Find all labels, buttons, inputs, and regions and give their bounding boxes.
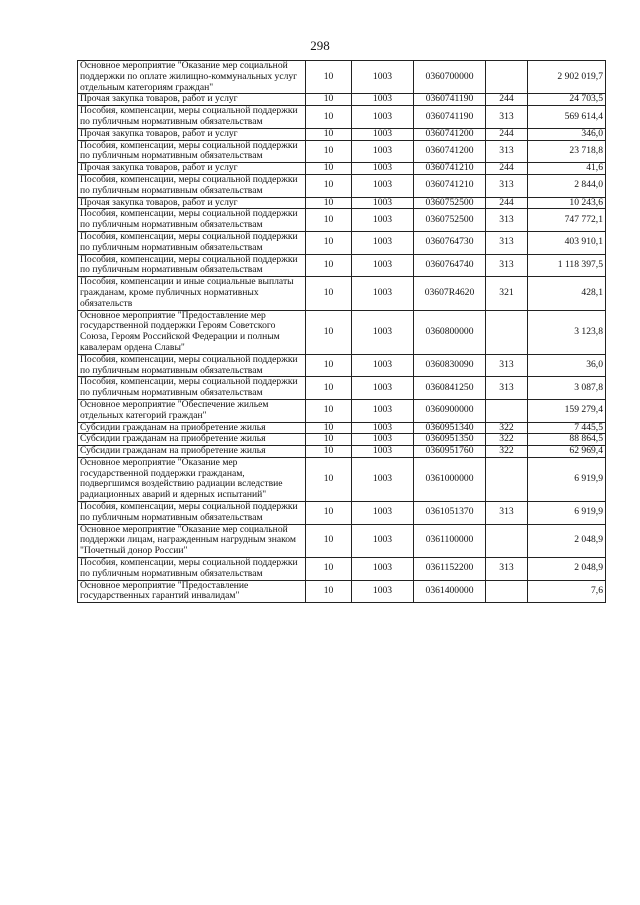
section-code-cell: 10 xyxy=(306,174,352,197)
row-name-cell: Пособия, компенсации, меры социальной поддержки по публичным нормативным обязательствам xyxy=(78,254,306,277)
budget-table-body xyxy=(78,61,606,603)
subsection-code-cell: 1003 xyxy=(352,94,414,106)
expense-type-cell xyxy=(486,457,528,501)
amount-cell: 346,0 xyxy=(528,128,606,140)
table-row xyxy=(78,558,606,581)
expense-type-cell: 322 xyxy=(486,434,528,446)
amount-cell: 428,1 xyxy=(528,277,606,310)
subsection-code-cell: 1003 xyxy=(352,254,414,277)
row-name-cell: Прочая закупка товаров, работ и услуг xyxy=(78,197,306,209)
table-row xyxy=(78,277,606,310)
table-row xyxy=(78,140,606,163)
row-name-cell: Пособия, компенсации, меры социальной поддержки по публичным нормативным обязательствам xyxy=(78,209,306,232)
amount-cell: 6 919,9 xyxy=(528,502,606,525)
table-row xyxy=(78,197,606,209)
expense-type-cell: 313 xyxy=(486,502,528,525)
row-name-cell: Пособия, компенсации, меры социальной поддержки по публичным нормативным обязательствам xyxy=(78,558,306,581)
target-article-cell: 0360900000 xyxy=(414,399,486,422)
expense-type-cell: 313 xyxy=(486,558,528,581)
subsection-code-cell: 1003 xyxy=(352,457,414,501)
amount-cell: 88 864,5 xyxy=(528,434,606,446)
expense-type-cell: 244 xyxy=(486,197,528,209)
table-row xyxy=(78,377,606,400)
target-article-cell: 0360830090 xyxy=(414,354,486,377)
target-article-cell: 0360951350 xyxy=(414,434,486,446)
row-name-cell: Пособия, компенсации, меры социальной поддержки по публичным нормативным обязательствам xyxy=(78,174,306,197)
table-row xyxy=(78,434,606,446)
row-name-cell: Прочая закупка товаров, работ и услуг xyxy=(78,128,306,140)
row-name-cell: Пособия, компенсации, меры социальной поддержки по публичным нормативным обязательствам xyxy=(78,502,306,525)
table-row xyxy=(78,106,606,129)
subsection-code-cell: 1003 xyxy=(352,399,414,422)
amount-cell: 1 118 397,5 xyxy=(528,254,606,277)
section-code-cell: 10 xyxy=(306,457,352,501)
target-article-cell: 0361000000 xyxy=(414,457,486,501)
target-article-cell: 0361400000 xyxy=(414,580,486,603)
table-row xyxy=(78,422,606,434)
expense-type-cell: 313 xyxy=(486,354,528,377)
expense-type-cell: 244 xyxy=(486,128,528,140)
subsection-code-cell: 1003 xyxy=(352,140,414,163)
expense-type-cell xyxy=(486,399,528,422)
subsection-code-cell: 1003 xyxy=(352,231,414,254)
table-row xyxy=(78,254,606,277)
subsection-code-cell: 1003 xyxy=(352,310,414,354)
amount-cell: 41,6 xyxy=(528,163,606,175)
target-article-cell: 0361152200 xyxy=(414,558,486,581)
row-name-cell: Основное мероприятие "Оказание мер государственной поддержки гражданам, подвергшимся воздействию радиации вследствие радиационных аварий и ядерных испытаний" xyxy=(78,457,306,501)
table-row xyxy=(78,354,606,377)
expense-type-cell: 313 xyxy=(486,140,528,163)
target-article-cell: 0360951760 xyxy=(414,446,486,458)
amount-cell: 6 919,9 xyxy=(528,457,606,501)
target-article-cell: 0360700000 xyxy=(414,61,486,94)
amount-cell: 24 703,5 xyxy=(528,94,606,106)
amount-cell: 7,6 xyxy=(528,580,606,603)
target-article-cell: 0360841250 xyxy=(414,377,486,400)
section-code-cell: 10 xyxy=(306,197,352,209)
target-article-cell: 0360752500 xyxy=(414,209,486,232)
row-name-cell: Субсидии гражданам на приобретение жилья xyxy=(78,446,306,458)
row-name-cell: Основное мероприятие "Оказание мер социальной поддержки по оплате жилищно-коммунальных услуг отдельным категориям граждан" xyxy=(78,61,306,94)
budget-table xyxy=(77,60,606,603)
row-name-cell: Основное мероприятие "Предоставление государственных гарантий инвалидам" xyxy=(78,580,306,603)
section-code-cell: 10 xyxy=(306,422,352,434)
target-article-cell: 0360800000 xyxy=(414,310,486,354)
table-row xyxy=(78,399,606,422)
section-code-cell: 10 xyxy=(306,524,352,557)
subsection-code-cell: 1003 xyxy=(352,377,414,400)
page-number: 298 xyxy=(310,38,330,53)
row-name-cell: Субсидии гражданам на приобретение жилья xyxy=(78,434,306,446)
section-code-cell: 10 xyxy=(306,502,352,525)
amount-cell: 159 279,4 xyxy=(528,399,606,422)
subsection-code-cell: 1003 xyxy=(352,128,414,140)
target-article-cell: 0360951340 xyxy=(414,422,486,434)
expense-type-cell: 322 xyxy=(486,422,528,434)
table-row xyxy=(78,457,606,501)
subsection-code-cell: 1003 xyxy=(352,558,414,581)
amount-cell: 36,0 xyxy=(528,354,606,377)
target-article-cell: 0360752500 xyxy=(414,197,486,209)
amount-cell: 62 969,4 xyxy=(528,446,606,458)
expense-type-cell: 313 xyxy=(486,231,528,254)
target-article-cell: 0360764730 xyxy=(414,231,486,254)
row-name-cell: Пособия, компенсации и иные социальные выплаты гражданам, кроме публичных нормативных обязательств xyxy=(78,277,306,310)
target-article-cell: 0361051370 xyxy=(414,502,486,525)
section-code-cell: 10 xyxy=(306,434,352,446)
table-row xyxy=(78,580,606,603)
table-row xyxy=(78,163,606,175)
section-code-cell: 10 xyxy=(306,399,352,422)
subsection-code-cell: 1003 xyxy=(352,106,414,129)
expense-type-cell: 244 xyxy=(486,94,528,106)
expense-type-cell xyxy=(486,524,528,557)
table-row xyxy=(78,502,606,525)
subsection-code-cell: 1003 xyxy=(352,163,414,175)
expense-type-cell xyxy=(486,580,528,603)
table-row xyxy=(78,128,606,140)
amount-cell: 2 048,9 xyxy=(528,558,606,581)
section-code-cell: 10 xyxy=(306,140,352,163)
section-code-cell: 10 xyxy=(306,446,352,458)
subsection-code-cell: 1003 xyxy=(352,277,414,310)
expense-type-cell xyxy=(486,61,528,94)
row-name-cell: Пособия, компенсации, меры социальной поддержки по публичным нормативным обязательствам xyxy=(78,354,306,377)
amount-cell: 747 772,1 xyxy=(528,209,606,232)
expense-type-cell: 313 xyxy=(486,106,528,129)
amount-cell: 3 087,8 xyxy=(528,377,606,400)
table-row xyxy=(78,446,606,458)
expense-type-cell: 321 xyxy=(486,277,528,310)
target-article-cell: 0360741190 xyxy=(414,94,486,106)
subsection-code-cell: 1003 xyxy=(352,209,414,232)
row-name-cell: Субсидии гражданам на приобретение жилья xyxy=(78,422,306,434)
target-article-cell: 03607R4620 xyxy=(414,277,486,310)
subsection-code-cell: 1003 xyxy=(352,446,414,458)
amount-cell: 7 445,5 xyxy=(528,422,606,434)
section-code-cell: 10 xyxy=(306,61,352,94)
section-code-cell: 10 xyxy=(306,128,352,140)
table-row xyxy=(78,94,606,106)
amount-cell: 3 123,8 xyxy=(528,310,606,354)
target-article-cell: 0360741190 xyxy=(414,106,486,129)
section-code-cell: 10 xyxy=(306,254,352,277)
target-article-cell: 0360741200 xyxy=(414,140,486,163)
section-code-cell: 10 xyxy=(306,377,352,400)
expense-type-cell: 322 xyxy=(486,446,528,458)
amount-cell: 2 048,9 xyxy=(528,524,606,557)
table-row xyxy=(78,231,606,254)
subsection-code-cell: 1003 xyxy=(352,61,414,94)
expense-type-cell: 313 xyxy=(486,174,528,197)
subsection-code-cell: 1003 xyxy=(352,174,414,197)
target-article-cell: 0360741200 xyxy=(414,128,486,140)
row-name-cell: Пособия, компенсации, меры социальной поддержки по публичным нормативным обязательствам xyxy=(78,377,306,400)
row-name-cell: Основное мероприятие "Оказание мер социальной поддержки лицам, награжденным нагрудным знаком "Почетный донор России" xyxy=(78,524,306,557)
amount-cell: 23 718,8 xyxy=(528,140,606,163)
row-name-cell: Прочая закупка товаров, работ и услуг xyxy=(78,94,306,106)
subsection-code-cell: 1003 xyxy=(352,502,414,525)
row-name-cell: Основное мероприятие "Обеспечение жильем отдельных категорий граждан" xyxy=(78,399,306,422)
target-article-cell: 0360764740 xyxy=(414,254,486,277)
subsection-code-cell: 1003 xyxy=(352,354,414,377)
row-name-cell: Пособия, компенсации, меры социальной поддержки по публичным нормативным обязательствам xyxy=(78,140,306,163)
table-row xyxy=(78,524,606,557)
section-code-cell: 10 xyxy=(306,277,352,310)
section-code-cell: 10 xyxy=(306,163,352,175)
section-code-cell: 10 xyxy=(306,310,352,354)
amount-cell: 403 910,1 xyxy=(528,231,606,254)
target-article-cell: 0360741210 xyxy=(414,174,486,197)
section-code-cell: 10 xyxy=(306,580,352,603)
expense-type-cell xyxy=(486,310,528,354)
section-code-cell: 10 xyxy=(306,354,352,377)
row-name-cell: Пособия, компенсации, меры социальной поддержки по публичным нормативным обязательствам xyxy=(78,231,306,254)
section-code-cell: 10 xyxy=(306,106,352,129)
table-row xyxy=(78,174,606,197)
section-code-cell: 10 xyxy=(306,94,352,106)
table-row xyxy=(78,209,606,232)
subsection-code-cell: 1003 xyxy=(352,422,414,434)
amount-cell: 2 844,0 xyxy=(528,174,606,197)
expense-type-cell: 313 xyxy=(486,254,528,277)
target-article-cell: 0361100000 xyxy=(414,524,486,557)
section-code-cell: 10 xyxy=(306,558,352,581)
expense-type-cell: 244 xyxy=(486,163,528,175)
amount-cell: 10 243,6 xyxy=(528,197,606,209)
section-code-cell: 10 xyxy=(306,209,352,232)
subsection-code-cell: 1003 xyxy=(352,434,414,446)
table-row xyxy=(78,310,606,354)
expense-type-cell: 313 xyxy=(486,377,528,400)
target-article-cell: 0360741210 xyxy=(414,163,486,175)
subsection-code-cell: 1003 xyxy=(352,580,414,603)
row-name-cell: Основное мероприятие "Предоставление мер государственной поддержки Героям Советского Союза, Героям Российской Федерации и полным кавалерам ордена Славы" xyxy=(78,310,306,354)
subsection-code-cell: 1003 xyxy=(352,524,414,557)
table-row xyxy=(78,61,606,94)
amount-cell: 569 614,4 xyxy=(528,106,606,129)
amount-cell: 2 902 019,7 xyxy=(528,61,606,94)
subsection-code-cell: 1003 xyxy=(352,197,414,209)
row-name-cell: Пособия, компенсации, меры социальной поддержки по публичным нормативным обязательствам xyxy=(78,106,306,129)
row-name-cell: Прочая закупка товаров, работ и услуг xyxy=(78,163,306,175)
expense-type-cell: 313 xyxy=(486,209,528,232)
section-code-cell: 10 xyxy=(306,231,352,254)
